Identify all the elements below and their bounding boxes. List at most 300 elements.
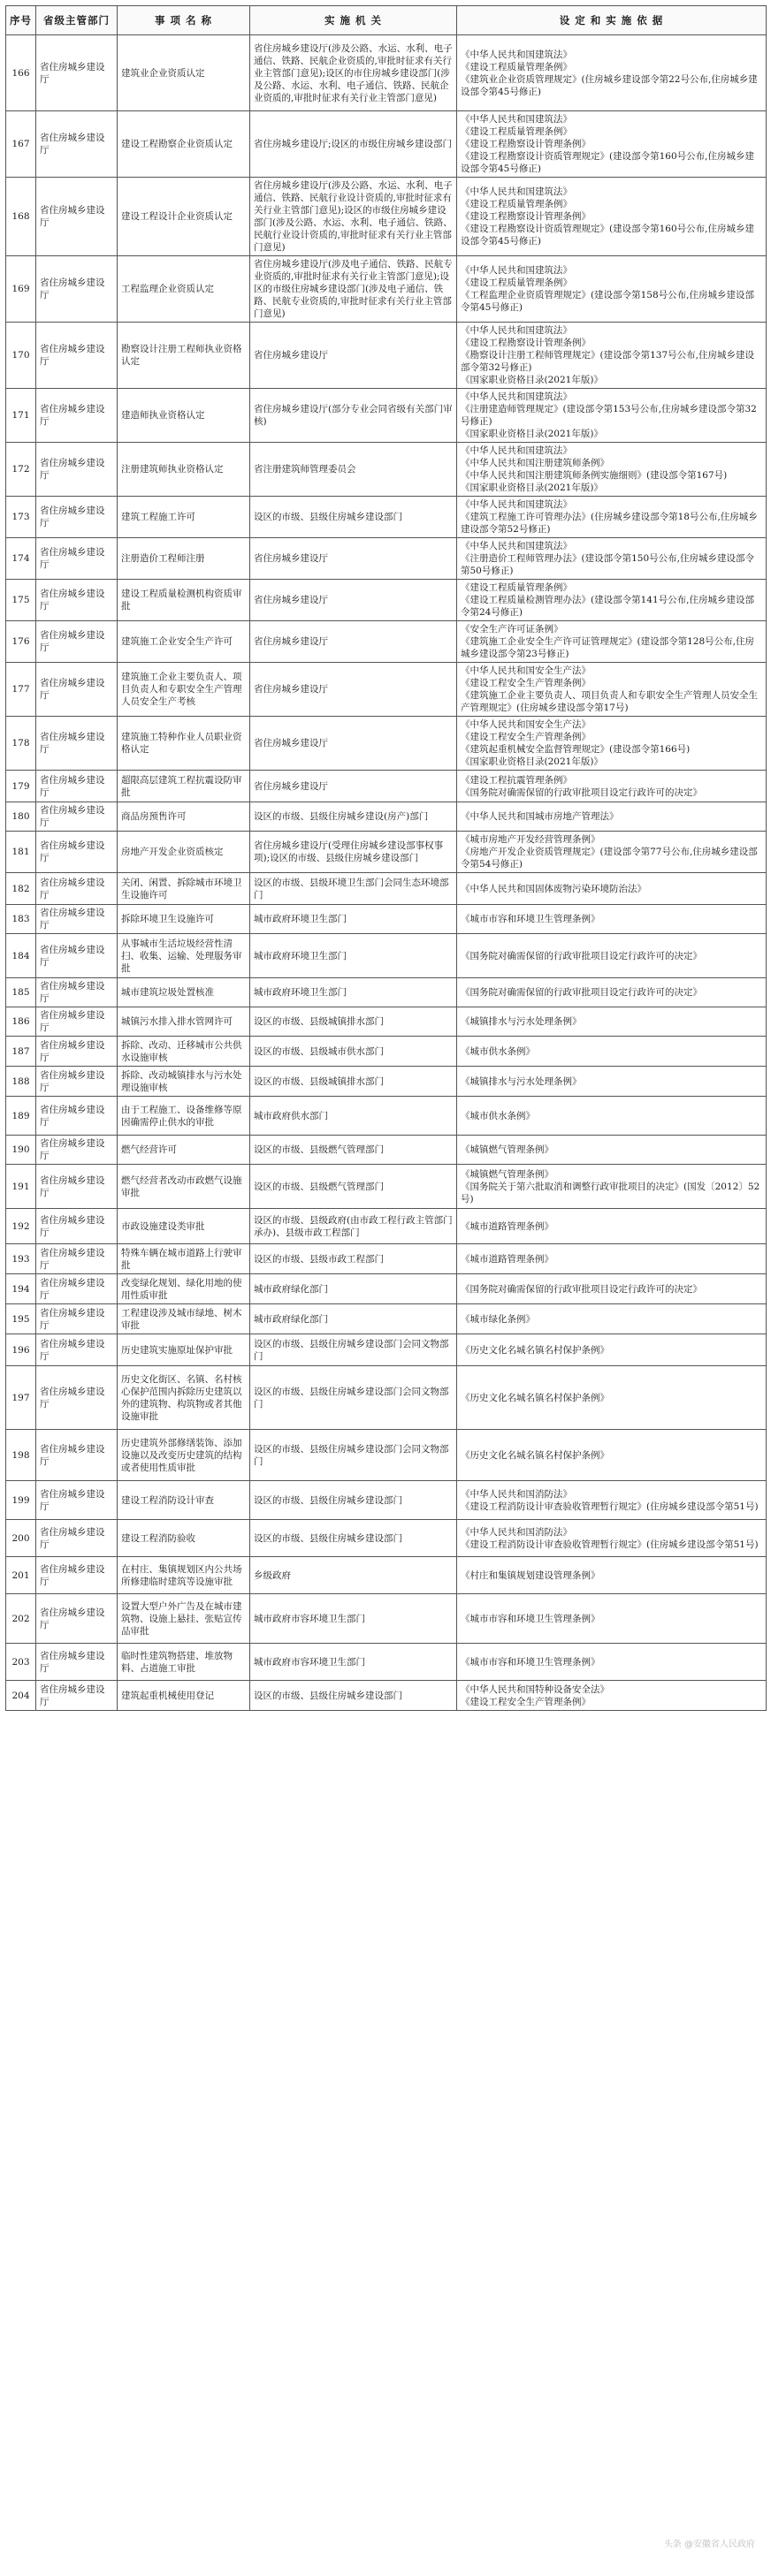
basis-line: 《建筑施工企业安全生产许可证管理规定》(建设部令第128号公布,住房城乡建设部令第23号修正): [461, 636, 754, 659]
row-item-name: 特殊车辆在城市道路上行驶审批: [118, 1244, 250, 1274]
table-row: [6, 1274, 767, 1304]
row-number: 190: [6, 1136, 36, 1165]
row-item-name: 从事城市生活垃圾经营性清扫、收集、运输、处理服务审批: [118, 934, 250, 978]
row-legal-basis: [457, 873, 767, 905]
row-implementing-agency: 城市政府绿化部门: [250, 1304, 457, 1334]
row-legal-basis: [457, 1067, 767, 1097]
basis-line: 《国务院对确需保留的行政审批项目设定行政许可的决定》: [461, 950, 702, 961]
row-legal-basis: [457, 1557, 767, 1594]
row-item-name: 历史建筑实施原址保护审批: [118, 1334, 250, 1366]
row-legal-basis: [457, 1681, 767, 1711]
row-legal-basis: [457, 580, 767, 621]
basis-line: 《城市房地产开发经营管理条例》: [461, 834, 600, 845]
row-department: 省住房城乡建设厅: [36, 1644, 118, 1681]
table-row: [6, 256, 767, 323]
row-department: 省住房城乡建设厅: [36, 1007, 118, 1037]
row-item-name: 建设工程消防设计审查: [118, 1481, 250, 1520]
row-implementing-agency: 省住房城乡建设厅(受理住房城乡建设部事权事项);设区的市级、县级住房城乡建设部门: [250, 832, 457, 873]
basis-line: 《建设工程质量管理条例》: [461, 277, 572, 288]
row-item-name: 在村庄、集镇规划区内公共场所修建临时建筑等设施审批: [118, 1557, 250, 1594]
row-legal-basis: [457, 771, 767, 802]
basis-line: 《城镇排水与污水处理条例》: [461, 1075, 582, 1087]
row-implementing-agency: 省住房城乡建设厅: [250, 323, 457, 389]
row-item-name: 建筑工程施工许可: [118, 497, 250, 538]
row-department: 省住房城乡建设厅: [36, 1366, 118, 1430]
basis-line: 《建设工程质量管理条例》: [461, 126, 572, 137]
row-implementing-agency: 省住房城乡建设厅(涉及公路、水运、水利、电子通信、铁路、民航企业资质的,审批时征求有关行业主管部门意见);设区的市住房城乡建设部门(涉及公路、水运、水利、电子通信、铁路、民航企业资质的,审批时征求有关行业主管部门意见): [250, 35, 457, 111]
row-implementing-agency: 省住房城乡建设厅: [250, 717, 457, 771]
basis-line: 《历史文化名城名镇名村保护条例》: [461, 1344, 609, 1356]
row-implementing-agency: 设区的市级、县级城镇排水部门: [250, 1007, 457, 1037]
row-implementing-agency: 设区的市级、县级住房城乡建设部门: [250, 1481, 457, 1520]
basis-line: 《城市市容和环境卫生管理条例》: [461, 1656, 600, 1668]
basis-line: 《中华人民共和国建筑法》: [461, 391, 572, 402]
row-number: 194: [6, 1274, 36, 1304]
row-department: 省住房城乡建设厅: [36, 771, 118, 802]
row-legal-basis: [457, 1244, 767, 1274]
basis-line: 《中华人民共和国消防法》: [461, 1526, 572, 1538]
basis-line: 《建设工程安全生产管理条例》: [461, 678, 591, 688]
row-department: 省住房城乡建设厅: [36, 1481, 118, 1520]
row-number: 203: [6, 1644, 36, 1681]
row-item-name: 拆除环境卫生设施许可: [118, 905, 250, 934]
row-number: 178: [6, 717, 36, 771]
row-legal-basis: [457, 111, 767, 178]
row-implementing-agency: 省住房城乡建设厅(涉及电子通信、铁路、民航专业资质的,审批时征求有关行业主管部门意见);设区的市级住房城乡建设部门(涉及电子通信、铁路、民航专业资质的,审批时征求有关行业主管部门意见): [250, 256, 457, 323]
row-number: 186: [6, 1007, 36, 1037]
table-row: [6, 802, 767, 832]
row-legal-basis: [457, 1097, 767, 1136]
row-number: 171: [6, 389, 36, 443]
row-item-name: 建设工程设计企业资质认定: [118, 178, 250, 256]
row-implementing-agency: 城市政府环境卫生部门: [250, 905, 457, 934]
basis-line: 《历史文化名城名镇名村保护条例》: [461, 1392, 609, 1403]
row-item-name: 历史建筑外部修缮装饰、添加设施以及改变历史建筑的结构或者使用性质审批: [118, 1430, 250, 1481]
row-number: 201: [6, 1557, 36, 1594]
row-department: 省住房城乡建设厅: [36, 1097, 118, 1136]
row-item-name: 建筑施工企业主要负责人、项目负责人和专职安全生产管理人员安全生产考核: [118, 663, 250, 717]
row-item-name: 建设工程质量检测机构资质审批: [118, 580, 250, 621]
row-item-name: 超限高层建筑工程抗震设防审批: [118, 771, 250, 802]
row-implementing-agency: 城市政府市容环境卫生部门: [250, 1594, 457, 1644]
row-department: 省住房城乡建设厅: [36, 323, 118, 389]
row-item-name: 注册造价工程师注册: [118, 538, 250, 580]
row-department: 省住房城乡建设厅: [36, 1244, 118, 1274]
row-number: 176: [6, 621, 36, 663]
row-department: 省住房城乡建设厅: [36, 1304, 118, 1334]
watermark-text: 头条 @安徽省人民政府: [663, 2540, 755, 2549]
row-legal-basis: [457, 178, 767, 256]
basis-line: 《中华人民共和国固体废物污染环境防治法》: [461, 883, 646, 894]
table-row: [6, 663, 767, 717]
row-implementing-agency: 省住房城乡建设厅;设区的市级住房城乡建设部门: [250, 111, 457, 178]
row-number: 180: [6, 802, 36, 832]
table-row: [6, 389, 767, 443]
row-legal-basis: [457, 717, 767, 771]
table-row: [6, 580, 767, 621]
row-number: 192: [6, 1209, 36, 1244]
row-number: 189: [6, 1097, 36, 1136]
row-implementing-agency: 设区的市级、县级燃气管理部门: [250, 1165, 457, 1209]
table-row: [6, 873, 767, 905]
row-number: 167: [6, 111, 36, 178]
row-item-name: 拆除、改动城镇排水与污水处理设施审核: [118, 1067, 250, 1097]
basis-line: 《国务院对确需保留的行政审批项目设定行政许可的决定》: [461, 987, 702, 998]
row-number: 202: [6, 1594, 36, 1644]
row-item-name: 工程监理企业资质认定: [118, 256, 250, 323]
table-row: [6, 1366, 767, 1430]
basis-line: 《中华人民共和国建筑法》: [461, 499, 572, 510]
row-number: 198: [6, 1430, 36, 1481]
table-row: [6, 1209, 767, 1244]
basis-line: 《国家职业资格目录(2021年版)》: [461, 483, 603, 493]
row-number: 173: [6, 497, 36, 538]
row-legal-basis: [457, 934, 767, 978]
table-row: [6, 1097, 767, 1136]
row-number: 168: [6, 178, 36, 256]
row-number: 170: [6, 323, 36, 389]
row-department: 省住房城乡建设厅: [36, 1037, 118, 1067]
row-legal-basis: [457, 621, 767, 663]
row-implementing-agency: 设区的市级、县级住房城乡建设部门: [250, 1681, 457, 1711]
table-row: [6, 1557, 767, 1594]
row-implementing-agency: 乡级政府: [250, 1557, 457, 1594]
table-row: [6, 443, 767, 497]
table-row: [6, 905, 767, 934]
basis-line: 《建设工程质量检测管理办法》(建设部令第141号公布,住房城乡建设部令第24号修正): [461, 595, 754, 618]
row-department: 省住房城乡建设厅: [36, 1165, 118, 1209]
row-number: 199: [6, 1481, 36, 1520]
row-number: 196: [6, 1334, 36, 1366]
row-department: 省住房城乡建设厅: [36, 873, 118, 905]
row-number: 177: [6, 663, 36, 717]
row-implementing-agency: 省住房城乡建设厅: [250, 663, 457, 717]
row-item-name: 城镇污水排入排水管网许可: [118, 1007, 250, 1037]
row-department: 省住房城乡建设厅: [36, 1681, 118, 1711]
table-row: [6, 323, 767, 389]
row-item-name: 临时性建筑物搭建、堆放物料、占道施工审批: [118, 1644, 250, 1681]
row-item-name: 关闭、闲置、拆除城市环境卫生设施许可: [118, 873, 250, 905]
row-legal-basis: [457, 1430, 767, 1481]
basis-line: 《建筑施工企业主要负责人、项目负责人和专职安全生产管理人员安全生产管理规定》(住房城乡建设部令第17号): [461, 690, 758, 713]
row-item-name: 建筑业企业资质认定: [118, 35, 250, 111]
row-implementing-agency: 省住房城乡建设厅: [250, 621, 457, 663]
row-department: 省住房城乡建设厅: [36, 1067, 118, 1097]
table-row: [6, 621, 767, 663]
row-implementing-agency: 设区的市级、县级城市供水部门: [250, 1037, 457, 1067]
row-implementing-agency: 城市政府市容环境卫生部门: [250, 1644, 457, 1681]
row-legal-basis: [457, 1366, 767, 1430]
basis-line: 《城市供水条例》: [461, 1045, 535, 1057]
row-implementing-agency: 设区的市级、县级市政工程部门: [250, 1244, 457, 1274]
row-number: 166: [6, 35, 36, 111]
row-implementing-agency: 省住房城乡建设厅(部分专业会同省级有关部门审核): [250, 389, 457, 443]
header-dept: 省级主管部门: [36, 6, 118, 35]
basis-line: 《中华人民共和国建筑法》: [461, 541, 572, 551]
row-legal-basis: [457, 443, 767, 497]
row-department: 省住房城乡建设厅: [36, 35, 118, 111]
row-legal-basis: [457, 663, 767, 717]
basis-line: 《建设工程勘察设计管理条例》: [461, 338, 591, 348]
table-row: [6, 1067, 767, 1097]
row-item-name: 房地产开发企业资质核定: [118, 832, 250, 873]
basis-line: 《建设工程质量管理条例》: [461, 61, 572, 72]
row-department: 省住房城乡建设厅: [36, 443, 118, 497]
row-implementing-agency: 省住房城乡建设厅: [250, 580, 457, 621]
row-department: 省住房城乡建设厅: [36, 538, 118, 580]
row-department: 省住房城乡建设厅: [36, 802, 118, 832]
row-item-name: 勘察设计注册工程师执业资格认定: [118, 323, 250, 389]
row-legal-basis: [457, 905, 767, 934]
row-legal-basis: [457, 389, 767, 443]
basis-line: 《建设工程勘察设计资质管理规定》(建设部令第160号公布,住房城乡建设部令第45号修正): [461, 224, 754, 247]
basis-line: 《国务院对确需保留的行政审批项目设定行政许可的决定》: [461, 786, 702, 798]
basis-line: 《中华人民共和国城市房地产管理法》: [461, 811, 619, 822]
table-row: [6, 1165, 767, 1209]
table-row: [6, 111, 767, 178]
row-department: 省住房城乡建设厅: [36, 978, 118, 1007]
basis-line: 《房地产开发企业资质管理规定》(建设部令第77号公布,住房城乡建设部令第54号修正): [461, 847, 758, 870]
row-number: 188: [6, 1067, 36, 1097]
row-legal-basis: [457, 1136, 767, 1165]
row-implementing-agency: 省注册建筑师管理委员会: [250, 443, 457, 497]
row-department: 省住房城乡建设厅: [36, 497, 118, 538]
row-department: 省住房城乡建设厅: [36, 1136, 118, 1165]
row-item-name: 注册建筑师执业资格认定: [118, 443, 250, 497]
row-legal-basis: [457, 1594, 767, 1644]
basis-line: 《城市市容和环境卫生管理条例》: [461, 1613, 600, 1624]
basis-line: 《中华人民共和国建筑法》: [461, 49, 572, 60]
basis-line: 《城镇燃气管理条例》: [461, 1168, 553, 1180]
row-department: 省住房城乡建设厅: [36, 1430, 118, 1481]
row-number: 184: [6, 934, 36, 978]
basis-line: 《建设工程质量管理条例》: [461, 582, 572, 593]
basis-line: 《中华人民共和国建筑法》: [461, 445, 572, 456]
row-implementing-agency: 省住房城乡建设厅: [250, 771, 457, 802]
basis-line: 《勘察设计注册工程师管理规定》(建设部令第137号公布,住房城乡建设部令第32号修正): [461, 350, 754, 373]
table-row: [6, 934, 767, 978]
row-department: 省住房城乡建设厅: [36, 905, 118, 934]
table-row: [6, 1644, 767, 1681]
table-row: [6, 771, 767, 802]
row-department: 省住房城乡建设厅: [36, 1594, 118, 1644]
row-item-name: 建设工程勘察企业资质认定: [118, 111, 250, 178]
row-legal-basis: [457, 1165, 767, 1209]
basis-line: 《建筑工程施工许可管理办法》(住房城乡建设部令第18号公布,住房城乡建设部令第52号修正): [461, 512, 758, 535]
basis-line: 《城镇排水与污水处理条例》: [461, 1016, 582, 1027]
row-item-name: 建筑施工企业安全生产许可: [118, 621, 250, 663]
table-row: [6, 1681, 767, 1711]
basis-line: 《建设工程安全生产管理条例》: [461, 732, 591, 742]
row-legal-basis: [457, 978, 767, 1007]
basis-line: 《安全生产许可证条例》: [461, 624, 563, 635]
table-row: [6, 1430, 767, 1481]
basis-line: 《中华人民共和国注册建筑师条例实施细则》(建设部令第167号): [461, 470, 728, 481]
row-department: 省住房城乡建设厅: [36, 256, 118, 323]
basis-line: 《中华人民共和国建筑法》: [461, 265, 572, 276]
basis-line: 《中华人民共和国消防法》: [461, 1488, 572, 1500]
basis-line: 《建设工程勘察设计管理条例》: [461, 139, 591, 149]
table-header-row: [6, 6, 767, 35]
row-implementing-agency: 设区的市级、县级住房城乡建设部门: [250, 497, 457, 538]
row-implementing-agency: 设区的市级、县级燃气管理部门: [250, 1136, 457, 1165]
basis-line: 《城市道路管理条例》: [461, 1220, 553, 1232]
row-item-name: 城市建筑垃圾处置核准: [118, 978, 250, 1007]
regulation-table-sheet: [5, 5, 766, 1711]
row-department: 省住房城乡建设厅: [36, 1274, 118, 1304]
row-department: 省住房城乡建设厅: [36, 717, 118, 771]
basis-line: 《国家职业资格目录(2021年版)》: [461, 756, 603, 767]
row-number: 195: [6, 1304, 36, 1334]
row-implementing-agency: 设区的市级、县级城镇排水部门: [250, 1067, 457, 1097]
basis-line: 《建筑起重机械安全监督管理规定》(建设部令第166号): [461, 744, 691, 755]
row-item-name: 市政设施建设类审批: [118, 1209, 250, 1244]
basis-line: 《建设工程消防设计审查验收管理暂行规定》(住房城乡建设部令第51号): [461, 1539, 759, 1550]
row-department: 省住房城乡建设厅: [36, 580, 118, 621]
table-row: [6, 978, 767, 1007]
row-implementing-agency: 城市政府绿化部门: [250, 1274, 457, 1304]
row-item-name: 建筑施工特种作业人员职业资格认定: [118, 717, 250, 771]
row-department: 省住房城乡建设厅: [36, 621, 118, 663]
basis-line: 《城镇燃气管理条例》: [461, 1144, 553, 1155]
table-row: [6, 35, 767, 111]
table-row: [6, 717, 767, 771]
row-implementing-agency: 设区的市级、县级住房城乡建设部门会同文物部门: [250, 1430, 457, 1481]
row-number: 204: [6, 1681, 36, 1711]
row-item-name: 燃气经营许可: [118, 1136, 250, 1165]
row-number: 174: [6, 538, 36, 580]
row-department: 省住房城乡建设厅: [36, 1520, 118, 1557]
basis-line: 《村庄和集镇规划建设管理条例》: [461, 1569, 600, 1581]
row-department: 省住房城乡建设厅: [36, 663, 118, 717]
row-implementing-agency: 省住房城乡建设厅(涉及公路、水运、水利、电子通信、铁路、民航行业设计资质的,审批时征求有关行业主管部门意见);设区的市级住房城乡建设部门(涉及公路、水运、水利、电子通信、铁路、民航行业设计资质的,审批时征求有关行业主管部门意见): [250, 178, 457, 256]
row-implementing-agency: 设区的市级、县级住房城乡建设部门: [250, 1520, 457, 1557]
row-legal-basis: [457, 1007, 767, 1037]
row-legal-basis: [457, 1334, 767, 1366]
row-implementing-agency: 设区的市级、县级政府(由市政工程行政主管部门承办)、县级市政工程部门: [250, 1209, 457, 1244]
basis-line: 《中华人民共和国建筑法》: [461, 114, 572, 125]
row-number: 172: [6, 443, 36, 497]
row-legal-basis: [457, 832, 767, 873]
basis-line: 《建筑业企业资质管理规定》(住房城乡建设部令第22号公布,住房城乡建设部令第45号修正): [461, 73, 758, 97]
basis-line: 《国家职业资格目录(2021年版)》: [461, 375, 603, 385]
row-legal-basis: [457, 1274, 767, 1304]
row-item-name: 燃气经营者改动市政燃气设施审批: [118, 1165, 250, 1209]
row-department: 省住房城乡建设厅: [36, 832, 118, 873]
table-body: [6, 35, 767, 1711]
row-item-name: 建造师执业资格认定: [118, 389, 250, 443]
row-number: 193: [6, 1244, 36, 1274]
basis-line: 《建设工程抗震管理条例》: [461, 774, 572, 786]
row-implementing-agency: 城市政府环境卫生部门: [250, 934, 457, 978]
row-number: 181: [6, 832, 36, 873]
basis-line: 《中华人民共和国特种设备安全法》: [461, 1683, 609, 1695]
row-item-name: 改变绿化规划、绿化用地的使用性质审批: [118, 1274, 250, 1304]
row-item-name: 工程建设涉及城市绿地、树木审批: [118, 1304, 250, 1334]
basis-line: 《中华人民共和国注册建筑师条例》: [461, 458, 609, 468]
basis-line: 《工程监理企业资质管理规定》(建设部令第158号公布,住房城乡建设部令第45号修正): [461, 290, 754, 313]
row-department: 省住房城乡建设厅: [36, 934, 118, 978]
table-row: [6, 1136, 767, 1165]
basis-line: 《国家职业资格目录(2021年版)》: [461, 429, 603, 439]
row-number: 175: [6, 580, 36, 621]
row-department: 省住房城乡建设厅: [36, 178, 118, 256]
row-legal-basis: [457, 256, 767, 323]
table-row: [6, 1481, 767, 1520]
basis-line: 《注册造价工程师管理办法》(建设部令第150号公布,住房城乡建设部令第50号修正): [461, 553, 754, 576]
basis-line: 《建设工程质量管理条例》: [461, 199, 572, 209]
row-number: 169: [6, 256, 36, 323]
basis-line: 《城市绿化条例》: [461, 1313, 535, 1325]
row-item-name: 历史文化街区、名镇、名村核心保护范围内拆除历史建筑以外的建筑物、构筑物或者其他设施审批: [118, 1366, 250, 1430]
row-item-name: 建筑起重机械使用登记: [118, 1681, 250, 1711]
row-implementing-agency: 城市政府供水部门: [250, 1097, 457, 1136]
table-row: [6, 1520, 767, 1557]
table-row: [6, 497, 767, 538]
row-number: 183: [6, 905, 36, 934]
basis-line: 《中华人民共和国建筑法》: [461, 186, 572, 197]
row-item-name: 设置大型户外广告及在城市建筑物、设施上悬挂、张贴宣传品审批: [118, 1594, 250, 1644]
row-department: 省住房城乡建设厅: [36, 1334, 118, 1366]
row-legal-basis: [457, 35, 767, 111]
table-row: [6, 832, 767, 873]
row-number: 179: [6, 771, 36, 802]
row-number: 191: [6, 1165, 36, 1209]
basis-line: 《建设工程安全生产管理条例》: [461, 1696, 591, 1707]
row-department: 省住房城乡建设厅: [36, 1557, 118, 1594]
table-row: [6, 178, 767, 256]
row-number: 187: [6, 1037, 36, 1067]
row-implementing-agency: 设区的市级、县级住房城乡建设(房产)部门: [250, 802, 457, 832]
basis-line: 《中华人民共和国安全生产法》: [461, 719, 591, 730]
row-legal-basis: [457, 538, 767, 580]
basis-line: 《历史文化名城名镇名村保护条例》: [461, 1449, 609, 1461]
table-row: [6, 1334, 767, 1366]
basis-line: 《建设工程消防设计审查验收管理暂行规定》(住房城乡建设部令第51号): [461, 1501, 759, 1512]
table-row: [6, 1304, 767, 1334]
row-legal-basis: [457, 1520, 767, 1557]
row-implementing-agency: 设区的市级、县级住房城乡建设部门会同文物部门: [250, 1366, 457, 1430]
table-row: [6, 538, 767, 580]
row-number: 182: [6, 873, 36, 905]
basis-line: 《建设工程勘察设计资质管理规定》(建设部令第160号公布,住房城乡建设部令第45号修正): [461, 151, 754, 174]
basis-line: 《中华人民共和国安全生产法》: [461, 665, 591, 676]
row-implementing-agency: 设区的市级、县级环境卫生部门会同生态环境部门: [250, 873, 457, 905]
row-implementing-agency: 设区的市级、县级住房城乡建设部门会同文物部门: [250, 1334, 457, 1366]
header-no: 序号: [6, 6, 36, 35]
row-item-name: 由于工程施工、设备维修等原因确需停止供水的审批: [118, 1097, 250, 1136]
row-department: 省住房城乡建设厅: [36, 1209, 118, 1244]
row-department: 省住房城乡建设厅: [36, 111, 118, 178]
basis-line: 《建设工程勘察设计管理条例》: [461, 211, 591, 222]
row-legal-basis: [457, 1304, 767, 1334]
row-legal-basis: [457, 497, 767, 538]
basis-line: 《城市供水条例》: [461, 1110, 535, 1121]
row-legal-basis: [457, 1209, 767, 1244]
administrative-licensing-table: [5, 5, 767, 1711]
row-number: 197: [6, 1366, 36, 1430]
header-org: 实 施 机 关: [250, 6, 457, 35]
basis-line: 《国务院关于第六批取消和调整行政审批项目的决定》(国发〔2012〕52号): [461, 1181, 760, 1204]
header-item: 事 项 名 称: [118, 6, 250, 35]
table-row: [6, 1244, 767, 1274]
table-row: [6, 1007, 767, 1037]
row-implementing-agency: 省住房城乡建设厅: [250, 538, 457, 580]
table-row: [6, 1594, 767, 1644]
basis-line: 《城市道路管理条例》: [461, 1253, 553, 1265]
row-item-name: 拆除、改动、迁移城市公共供水设施审核: [118, 1037, 250, 1067]
row-implementing-agency: 城市政府环境卫生部门: [250, 978, 457, 1007]
